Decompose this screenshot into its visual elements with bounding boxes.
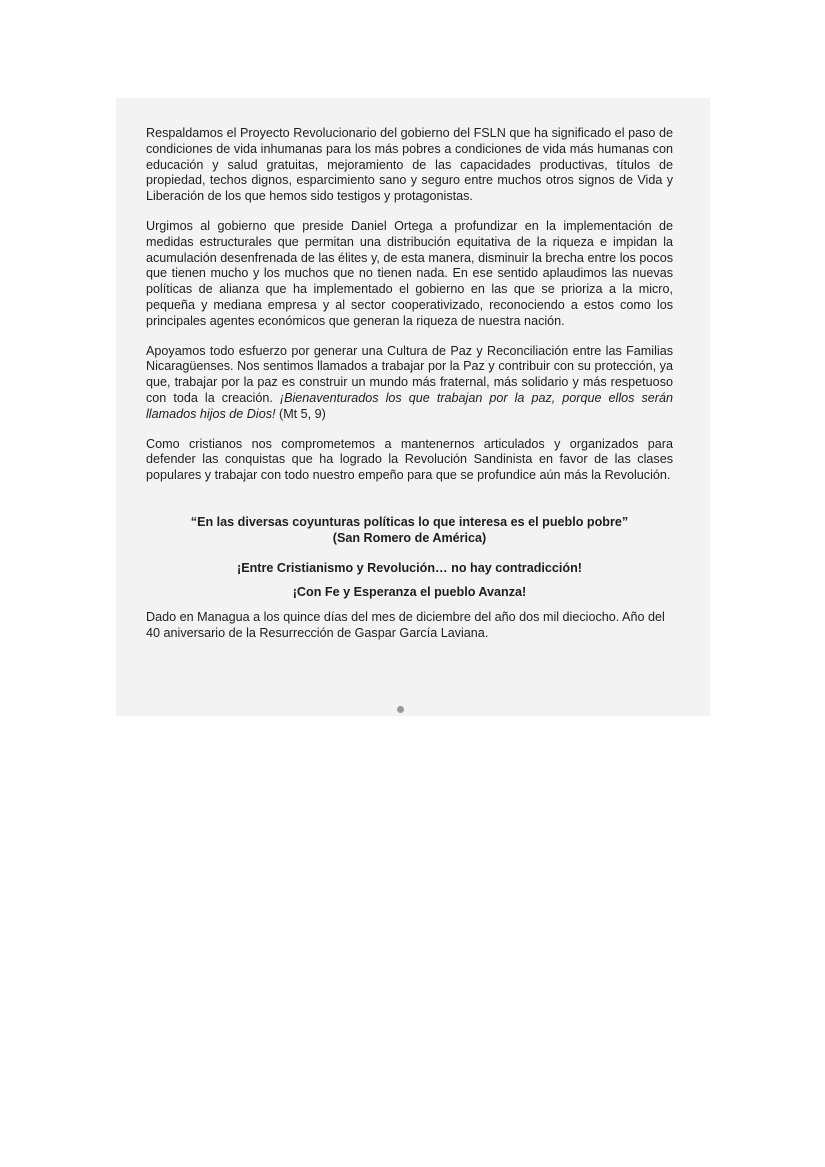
quote-attribution: (San Romero de América)	[332, 530, 487, 545]
paragraph-urge-government	[146, 219, 673, 330]
closing-statement	[146, 610, 673, 642]
slogan-christianity-revolution: ¡Entre Cristianismo y Revolución… no hay contradicción!	[237, 560, 582, 575]
paragraph-support-project	[146, 126, 673, 205]
paragraph-text: Urgimos al gobierno que preside Daniel Ortega a profundizar en la implementación de medidas estructurales que permitan una distribución equitativa de la riqueza e impidan la acumulación desenfrenada de las élites y, de esta manera, disminuir la brecha entre los pocos que tienen mucho y los muchos que no tienen nada. En ese sentido aplaudimos las nuevas políticas de alianza que ha implementado el gobierno en las que se prioriza a la micro, pequeña y mediana empresa y al sector cooperativizado, reconociendo a estos como los principales agentes económicos que generan la riqueza de nuestra nación.	[146, 218, 673, 328]
paragraph-text: Respaldamos el Proyecto Revolucionario del gobierno del FSLN que ha significado el paso de condiciones de vida inhumanas para los más pobres a condiciones de vida más humanas con educación y salud gratuitas, mejoramiento de las capacidades productivas, títulos de propiedad, techos dignos, esparcimiento sano y seguro entre muchos otros signos de Vida y Liberación de los que hemos sido testigos y protagonistas.	[146, 126, 673, 204]
document-body	[146, 126, 673, 656]
paragraph-commitment	[146, 437, 673, 484]
paragraph-text: Como cristianos nos comprometemos a mantenernos articulados y organizados para defender las conquistas que ha logrado la Revolución Sandinista en favor de las clases populares y trabajar con todo nuestro empeño para que se profundice aún más la Revolución.	[146, 436, 673, 483]
closing-text: Dado en Managua a los quince días del mes de diciembre del año dos mil dieciocho. Año del 40 aniversario de la Resurrección de Gaspar García Laviana.	[146, 609, 665, 640]
romero-quote	[146, 514, 673, 546]
scan-mark	[397, 706, 404, 713]
bible-reference: (Mt 5, 9)	[275, 406, 326, 421]
paragraph-culture-of-peace	[146, 344, 673, 423]
quote-text: “En las diversas coyunturas políticas lo que interesa es el pueblo pobre”	[190, 514, 629, 529]
slogan-faith-hope: ¡Con Fe y Esperanza el pueblo Avanza!	[292, 584, 527, 599]
beatitude-quote: ¡Bienaventurados los que trabajan por la paz, porque ellos serán llamados hijos de Dios!	[146, 390, 673, 421]
paragraph-text: Apoyamos todo esfuerzo por generar una Cultura de Paz y Reconciliación entre las Familias Nicaragüenses. Nos sentimos llamados a trabajar por la Paz y contribuir con su protección, ya que, trabajar por la paz es construir un mundo más fraternal, más solidario y más respetuoso con toda la creación.	[146, 343, 673, 405]
